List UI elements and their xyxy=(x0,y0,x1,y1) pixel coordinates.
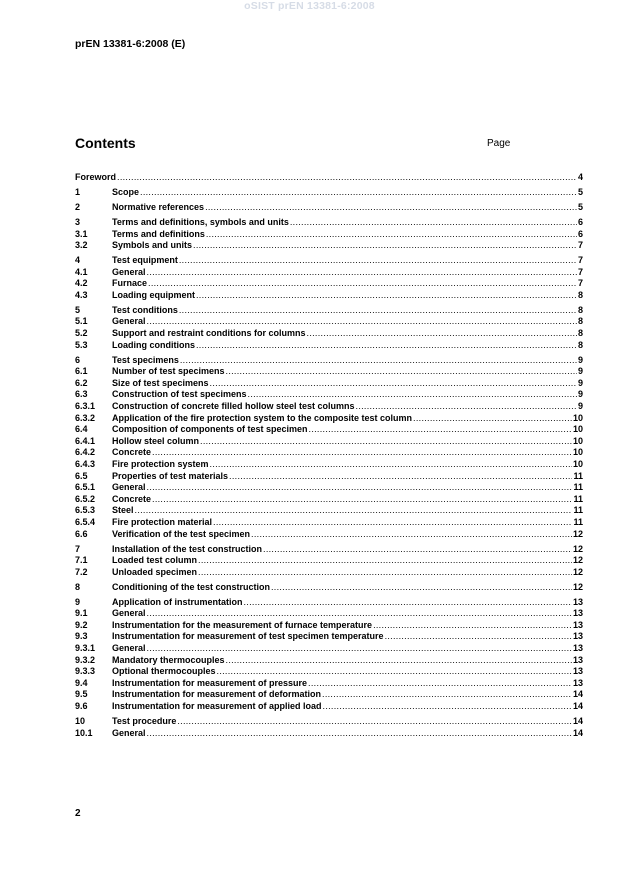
toc-entry-number: 6.5.3 xyxy=(75,505,96,516)
toc-entry-number: 5.2 xyxy=(75,328,88,339)
toc-entry-leader xyxy=(179,255,577,267)
toc-entry-leader xyxy=(217,666,572,678)
toc-entry[interactable] xyxy=(75,447,583,459)
toc-entry[interactable] xyxy=(75,290,583,302)
toc-entry-page: 12 xyxy=(572,555,583,566)
toc-entry-leader xyxy=(147,728,572,740)
toc-entry-leader xyxy=(248,389,577,401)
toc-entry-leader xyxy=(147,608,572,620)
toc-entry-page: 13 xyxy=(572,619,583,630)
toc-entry-leader xyxy=(229,471,572,483)
toc-entry-title: Test specimens xyxy=(112,354,179,365)
toc-entry-number: 6.6 xyxy=(75,528,88,539)
toc-entry-page: 8 xyxy=(577,328,583,339)
toc-entry-title: Application of instrumentation xyxy=(112,596,243,607)
toc-entry-leader xyxy=(196,290,577,302)
toc-entry-page: 12 xyxy=(572,581,583,592)
toc-entry-title: Normative references xyxy=(112,201,205,212)
toc-entry-page: 8 xyxy=(577,289,583,300)
toc-entry-page: 6 xyxy=(577,216,583,227)
toc-entry-page: 9 xyxy=(577,401,583,412)
toc-entry-leader xyxy=(322,689,572,701)
toc-entry-number: 6.3.1 xyxy=(75,401,96,412)
toc-entry-number: 6.1 xyxy=(75,366,88,377)
toc-entry[interactable] xyxy=(75,643,583,655)
toc-entry[interactable] xyxy=(75,413,583,425)
toc-entry-title: Terms and definitions, symbols and units xyxy=(112,216,289,227)
toc-entry[interactable] xyxy=(75,529,583,541)
toc-entry-page: 5 xyxy=(577,186,583,197)
toc-entry-number: 9.3.3 xyxy=(75,666,96,677)
toc-entry-title: Terms and definitions xyxy=(112,228,205,239)
toc-entry-leader xyxy=(117,172,577,184)
toc-entry-page: 14 xyxy=(572,716,583,727)
toc-entry-number: 5 xyxy=(75,304,81,315)
toc-entry-page: 14 xyxy=(572,689,583,700)
table-of-contents xyxy=(75,172,583,739)
toc-entry-page: 13 xyxy=(572,608,583,619)
toc-entry-title: General xyxy=(112,608,146,619)
toc-entry-title: Properties of test materials xyxy=(112,470,229,481)
toc-entry[interactable] xyxy=(75,366,583,378)
toc-entry-page: 9 xyxy=(577,377,583,388)
toc-entry-leader xyxy=(179,305,577,317)
toc-entry-leader xyxy=(210,378,577,390)
toc-entry[interactable] xyxy=(75,620,583,632)
toc-entry-page: 13 xyxy=(572,654,583,665)
toc-entry-leader xyxy=(251,529,572,541)
toc-entry[interactable] xyxy=(75,567,583,579)
toc-entry-leader xyxy=(147,267,577,279)
toc-entry-number: 6 xyxy=(75,354,81,365)
toc-entry-title: Foreword xyxy=(75,172,117,182)
toc-entry-title: Fire protection material xyxy=(112,516,213,527)
toc-entry-number: 3.2 xyxy=(75,240,88,251)
toc-entry[interactable] xyxy=(75,305,583,317)
toc-entry-title: Steel xyxy=(112,505,134,516)
toc-entry-number: 9.4 xyxy=(75,677,88,688)
toc-entry[interactable] xyxy=(75,316,583,328)
toc-entry-title: Furnace xyxy=(112,278,148,289)
toc-entry-title: Loaded test column xyxy=(112,555,198,566)
toc-entry-title: Test procedure xyxy=(112,716,177,727)
toc-entry-leader xyxy=(147,643,572,655)
toc-entry-page: 12 xyxy=(572,566,583,577)
toc-entry-title: Loading equipment xyxy=(112,289,195,300)
toc-entry-number: 4.1 xyxy=(75,266,88,277)
toc-entry-leader xyxy=(196,340,577,352)
toc-entry[interactable] xyxy=(75,582,583,594)
toc-entry[interactable] xyxy=(75,202,583,214)
toc-entry-number: 6.5.4 xyxy=(75,516,96,527)
toc-entry-number: 1 xyxy=(75,186,81,197)
toc-entry-page: 10 xyxy=(572,459,583,469)
toc-entry-leader xyxy=(200,436,572,448)
toc-entry-page: 12 xyxy=(572,528,583,539)
toc-entry-title: Instrumentation for measurement of deformation xyxy=(112,689,322,700)
toc-entry-leader xyxy=(135,505,573,517)
toc-entry-leader xyxy=(271,582,572,594)
toc-entry-leader xyxy=(152,447,572,459)
toc-entry[interactable] xyxy=(75,631,583,643)
contents-heading: Contents xyxy=(75,135,136,151)
toc-entry-title: General xyxy=(112,266,146,277)
toc-entry-title: Loading conditions xyxy=(112,339,195,350)
toc-entry-leader xyxy=(356,401,577,413)
toc-entry-page: 7 xyxy=(577,278,583,289)
toc-entry-page: 11 xyxy=(573,493,583,504)
toc-entry[interactable] xyxy=(75,187,583,199)
toc-entry-title: Instrumentation for measurement of applied load xyxy=(112,701,322,712)
toc-entry-number: 4.2 xyxy=(75,278,88,289)
toc-entry-number: 6.2 xyxy=(75,377,88,388)
toc-entry[interactable] xyxy=(75,678,583,690)
toc-entry-title: Number of test specimens xyxy=(112,366,225,377)
toc-entry-page: 10 xyxy=(572,447,583,458)
toc-entry-page: 5 xyxy=(577,201,583,212)
toc-entry-leader xyxy=(140,187,577,199)
toc-entry-number: 6.4.1 xyxy=(75,435,96,446)
toc-entry-leader xyxy=(152,494,572,506)
toc-entry-page: 12 xyxy=(572,543,583,554)
toc-entry-number: 9 xyxy=(75,596,81,607)
toc-entry[interactable] xyxy=(75,217,583,229)
toc-entry[interactable] xyxy=(75,355,583,367)
toc-entry-number: 6.4.2 xyxy=(75,447,96,458)
toc-entry[interactable] xyxy=(75,471,583,483)
toc-entry-leader xyxy=(193,240,577,252)
toc-entry-page: 11 xyxy=(573,482,583,493)
toc-entry-page: 13 xyxy=(572,666,583,677)
toc-entry-number: 6.3 xyxy=(75,389,88,400)
toc-entry-number: 3 xyxy=(75,216,81,227)
toc-entry-page: 13 xyxy=(572,596,583,607)
toc-entry[interactable] xyxy=(75,655,583,667)
toc-entry-leader xyxy=(307,328,577,340)
toc-entry-leader xyxy=(213,517,572,529)
toc-entry-page: 7 xyxy=(577,266,583,277)
toc-entry-number: 6.5 xyxy=(75,470,88,481)
toc-entry[interactable] xyxy=(75,389,583,401)
toc-entry-page: 10 xyxy=(572,435,583,446)
toc-entry-page: 13 xyxy=(572,643,583,654)
toc-entry-leader xyxy=(244,597,572,609)
toc-entry[interactable] xyxy=(75,597,583,609)
toc-entry-number: 6.3.2 xyxy=(75,412,96,423)
toc-entry-leader xyxy=(413,413,572,425)
toc-entry[interactable] xyxy=(75,278,583,290)
toc-entry-number: 9.2 xyxy=(75,619,88,630)
toc-entry-number: 5.1 xyxy=(75,316,88,327)
toc-entry-page: 6 xyxy=(577,228,583,239)
toc-entry-number: 6.5.2 xyxy=(75,493,96,504)
toc-entry[interactable] xyxy=(75,482,583,494)
toc-entry-leader xyxy=(206,229,577,241)
toc-entry-title: Concrete xyxy=(112,447,152,458)
toc-entry[interactable] xyxy=(75,555,583,567)
toc-entry-number: 7 xyxy=(75,543,81,554)
toc-entry-leader xyxy=(198,567,572,579)
toc-entry-leader xyxy=(226,655,572,667)
toc-entry-title: Construction of concrete filled hollow steel test columns xyxy=(112,401,355,412)
toc-entry-page: 10 xyxy=(572,424,583,435)
toc-entry-leader xyxy=(308,678,572,690)
watermark: oSIST prEN 13381-6:2008 xyxy=(244,0,375,12)
toc-entry-number: 9.6 xyxy=(75,701,88,712)
toc-entry-number: 4.3 xyxy=(75,289,88,300)
document-id: prEN 13381-6:2008 (E) xyxy=(75,38,186,50)
toc-entry-leader xyxy=(210,459,572,471)
toc-entry-page: 7 xyxy=(577,255,583,266)
toc-entry-page: 10 xyxy=(572,412,583,423)
toc-entry-leader xyxy=(198,555,572,567)
toc-entry-title: Support and restraint conditions for columns xyxy=(112,328,306,339)
toc-entry-number: 7.1 xyxy=(75,555,88,566)
toc-entry-title: Fire protection system xyxy=(112,459,209,469)
toc-entry-number: 6.5.1 xyxy=(75,482,96,493)
toc-entry-title: Unloaded specimen xyxy=(112,566,198,577)
toc-entry-page: 8 xyxy=(577,316,583,327)
toc-entry-page: 11 xyxy=(573,470,583,481)
toc-entry[interactable] xyxy=(75,608,583,620)
toc-entry-page: 11 xyxy=(573,505,583,516)
toc-entry-number: 10.1 xyxy=(75,727,93,738)
toc-entry-title: Instrumentation for the measurement of furnace temperature xyxy=(112,619,373,630)
toc-entry-page: 13 xyxy=(572,677,583,688)
toc-entry-title: Composition of components of test specimen xyxy=(112,424,308,435)
toc-entry[interactable] xyxy=(75,172,583,184)
toc-entry[interactable] xyxy=(75,505,583,517)
toc-entry-leader xyxy=(323,701,572,713)
toc-entry-page: 11 xyxy=(573,516,583,527)
toc-entry-number: 7.2 xyxy=(75,566,88,577)
toc-entry-leader xyxy=(226,366,577,378)
toc-entry-leader xyxy=(148,278,577,290)
toc-entry-title: General xyxy=(112,643,146,654)
toc-entry[interactable] xyxy=(75,459,583,471)
toc-entry-page: 14 xyxy=(572,727,583,738)
toc-entry-page: 9 xyxy=(577,354,583,365)
toc-entry-title: Application of the fire protection system to the composite test column xyxy=(112,412,413,423)
toc-entry[interactable] xyxy=(75,378,583,390)
toc-entry-title: Scope xyxy=(112,186,140,197)
toc-entry-leader xyxy=(177,716,572,728)
toc-entry-page: 4 xyxy=(577,172,583,182)
toc-entry-leader xyxy=(147,316,577,328)
toc-entry-title: General xyxy=(112,727,146,738)
toc-entry-title: Instrumentation for measurement of pressure xyxy=(112,677,308,688)
toc-entry-title: Conditioning of the test construction xyxy=(112,581,270,592)
toc-entry-title: Installation of the test construction xyxy=(112,543,263,554)
toc-entry-number: 2 xyxy=(75,201,81,212)
toc-entry-title: General xyxy=(112,482,146,493)
toc-entry[interactable] xyxy=(75,424,583,436)
toc-entry-title: Construction of test specimens xyxy=(112,389,247,400)
toc-entry-page: 13 xyxy=(572,631,583,642)
toc-entry-number: 9.3.1 xyxy=(75,643,96,654)
toc-entry-page: 14 xyxy=(572,701,583,712)
toc-entry[interactable] xyxy=(75,401,583,413)
toc-entry[interactable] xyxy=(75,494,583,506)
toc-entry[interactable] xyxy=(75,544,583,556)
toc-entry[interactable] xyxy=(75,689,583,701)
toc-entry-leader xyxy=(290,217,577,229)
toc-entry-leader xyxy=(263,544,572,556)
toc-entry-page: 8 xyxy=(577,304,583,315)
page-number: 2 xyxy=(75,808,81,819)
toc-entry[interactable] xyxy=(75,517,583,529)
toc-entry-title: Symbols and units xyxy=(112,240,193,251)
toc-entry[interactable] xyxy=(75,255,583,267)
toc-entry-number: 9.3 xyxy=(75,631,88,642)
toc-entry-leader xyxy=(309,424,572,436)
toc-entry-number: 9.1 xyxy=(75,608,88,619)
toc-entry-number: 9.3.2 xyxy=(75,654,96,665)
toc-entry-page: 9 xyxy=(577,389,583,400)
toc-entry[interactable] xyxy=(75,240,583,252)
toc-entry[interactable] xyxy=(75,728,583,740)
toc-entry[interactable] xyxy=(75,666,583,678)
toc-entry-leader xyxy=(180,355,577,367)
toc-entry[interactable] xyxy=(75,716,583,728)
toc-entry-number: 6.4 xyxy=(75,424,88,435)
toc-entry-leader xyxy=(385,631,572,643)
toc-entry-title: General xyxy=(112,316,146,327)
toc-entry-number: 4 xyxy=(75,255,81,266)
toc-entry-leader xyxy=(147,482,573,494)
toc-entry-number: 3.1 xyxy=(75,228,88,239)
toc-entry-title: Mandatory thermocouples xyxy=(112,654,225,665)
toc-entry-leader xyxy=(373,620,572,632)
toc-entry[interactable] xyxy=(75,340,583,352)
toc-entry-title: Optional thermocouples xyxy=(112,666,216,677)
toc-entry[interactable] xyxy=(75,701,583,713)
toc-entry-page: 7 xyxy=(577,240,583,251)
toc-entry[interactable] xyxy=(75,436,583,448)
toc-entry-title: Test equipment xyxy=(112,255,178,266)
toc-entry-page: 8 xyxy=(577,339,583,350)
page-column-label: Page xyxy=(487,138,511,149)
toc-entry-number: 5.3 xyxy=(75,339,88,350)
toc-entry-title: Size of test specimens xyxy=(112,377,209,388)
toc-entry[interactable] xyxy=(75,267,583,279)
toc-entry-leader xyxy=(205,202,577,214)
toc-entry-number: 9.5 xyxy=(75,689,88,700)
toc-entry-title: Concrete xyxy=(112,493,152,504)
toc-entry-number: 8 xyxy=(75,581,81,592)
toc-entry-page: 9 xyxy=(577,366,583,377)
toc-entry-title: Test conditions xyxy=(112,304,178,315)
toc-entry-number: 6.4.3 xyxy=(75,459,96,469)
toc-entry-number: 10 xyxy=(75,716,86,727)
toc-entry-title: Verification of the test specimen xyxy=(112,528,251,539)
toc-entry-title: Hollow steel column xyxy=(112,435,200,446)
toc-entry-title: Instrumentation for measurement of test specimen temperature xyxy=(112,631,384,642)
toc-entry[interactable] xyxy=(75,229,583,241)
toc-entry[interactable] xyxy=(75,328,583,340)
